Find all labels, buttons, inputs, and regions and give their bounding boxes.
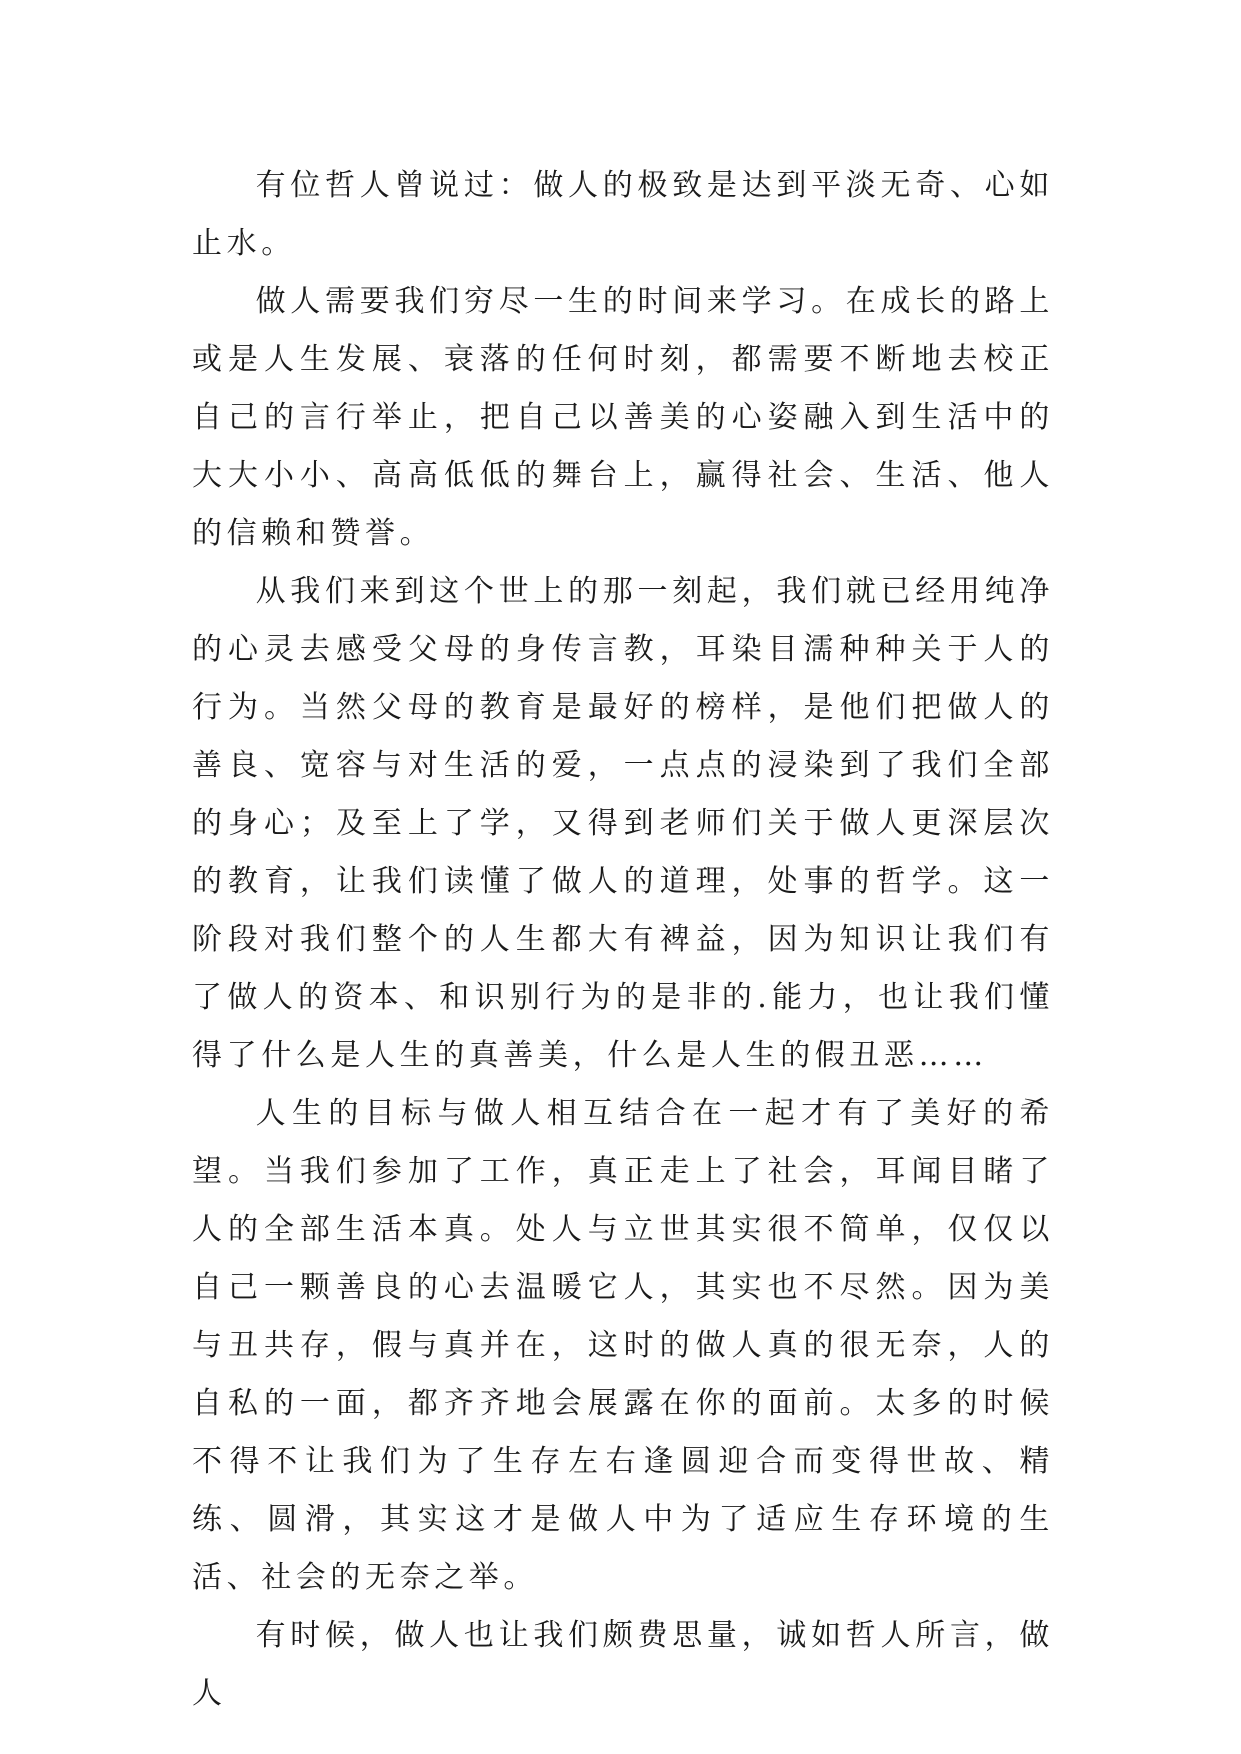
paragraph-4: 人生的目标与做人相互结合在一起才有了美好的希望。当我们参加了工作，真正走上了社会，耳闻目睹了人的全部生活本真。处人与立世其实很不简单，仅仅以自己一颗善良的心去温暖它人，其实也不尽然。因为美与丑共存，假与真并在，这时的做人真的很无奈，人的自私的一面，都齐齐地会展露在你的面前。太多的时候不得不让我们为了生存左右逢圆迎合而变得世故、精练、圆滑，其实这才是做人中为了适应生存环境的生活、社会的无奈之举。	[192, 1096, 1054, 1595]
paragraph-1: 有位哲人曾说过：做人的极致是达到平淡无奇、心如止水。	[192, 168, 1054, 261]
paragraph-3: 从我们来到这个世上的那一刻起，我们就已经用纯净的心灵去感受父母的身传言教，耳染目濡种种关于人的行为。当然父母的教育是最好的榜样，是他们把做人的善良、宽容与对生活的爱，一点点的浸染到了我们全部的身心；及至上了学，又得到老师们关于做人更深层次的教育，让我们读懂了做人的道理，处事的哲学。这一阶段对我们整个的人生都大有裨益，因为知识让我们有了做人的资本、和识别行为的是非的.能力，也让我们懂得了什么是人生的真善美，什么是人生的假丑恶……	[192, 574, 1054, 1073]
paragraph-5: 有时候，做人也让我们颇费思量，诚如哲人所言，做人	[192, 1618, 1054, 1711]
paragraph-2: 做人需要我们穷尽一生的时间来学习。在成长的路上或是人生发展、衰落的任何时刻，都需要不断地去校正自己的言行举止，把自己以善美的心姿融入到生活中的大大小小、高高低低的舞台上，赢得社会、生活、他人的信赖和赞誉。	[192, 284, 1054, 551]
document-body	[192, 157, 1054, 1723]
